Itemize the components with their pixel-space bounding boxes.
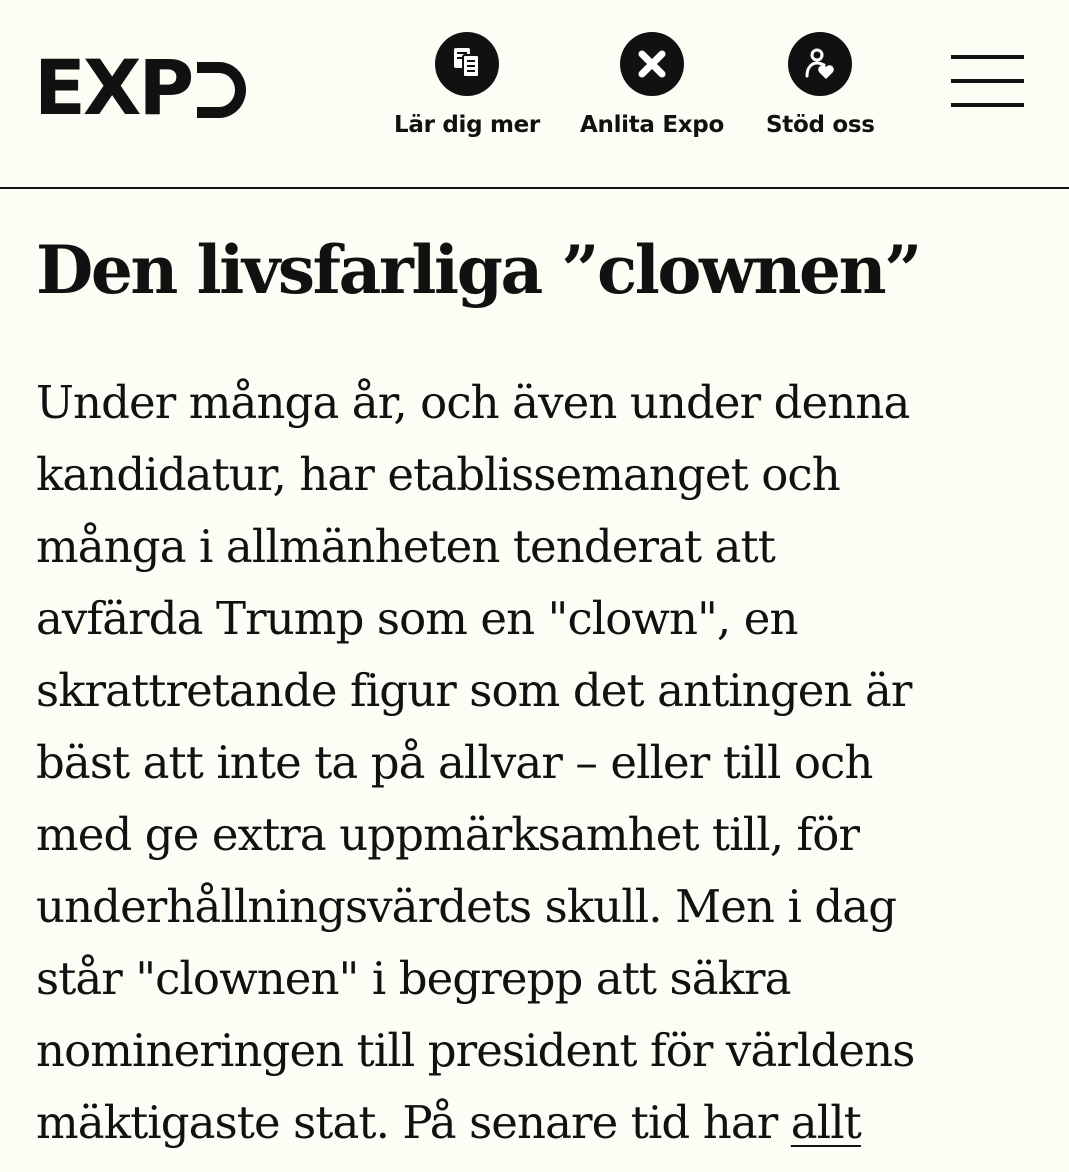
article-line: kandidatur, har etablissemanget och [36, 448, 840, 501]
menu-bar-middle [951, 79, 1024, 83]
menu-bar-bottom [951, 103, 1024, 107]
article-line: underhållningsvärdets skull. Men i dag [36, 880, 897, 933]
article-line: nomineringen till president för världens [36, 1024, 915, 1077]
article-line-text: mäktigaste stat. På senare tid har [36, 1096, 791, 1149]
logo-o-mark [193, 59, 247, 117]
nav-item-hire-expo[interactable] [580, 32, 724, 138]
nav-item-support-us[interactable] [766, 32, 875, 138]
nav-label-support-us: Stöd oss [766, 112, 875, 138]
article-line: bäst att inte ta på allvar – eller till och [36, 736, 873, 789]
menu-bar-top [951, 55, 1024, 59]
expo-logo[interactable] [34, 43, 247, 132]
hamburger-menu-icon[interactable] [951, 55, 1024, 107]
article-inline-link[interactable]: allt [790, 1096, 861, 1149]
article-line: avfärda Trump som en "clown", en [36, 592, 798, 645]
nav-item-learn-more[interactable] [394, 32, 540, 138]
article-line: står "clownen" i begrepp att säkra [36, 952, 791, 1005]
site-header [0, 0, 1069, 189]
article-line: Under många år, och även under denna [36, 376, 910, 429]
documents-icon [435, 32, 499, 96]
logo-text: EXP [34, 43, 192, 132]
article-line-last [36, 1087, 1046, 1159]
nav-label-hire-expo: Anlita Expo [580, 112, 724, 138]
close-x-icon [620, 32, 684, 96]
nav-label-learn-more: Lär dig mer [394, 112, 540, 138]
article-title: Den livsfarliga ”clownen” [36, 231, 920, 309]
person-heart-icon [788, 32, 852, 96]
article-line: skrattretande figur som det antingen är [36, 664, 912, 717]
article-body [36, 367, 1046, 1159]
article-line: många i allmänheten tenderat att [36, 520, 775, 573]
article-line: med ge extra uppmärksamhet till, för [36, 808, 860, 861]
